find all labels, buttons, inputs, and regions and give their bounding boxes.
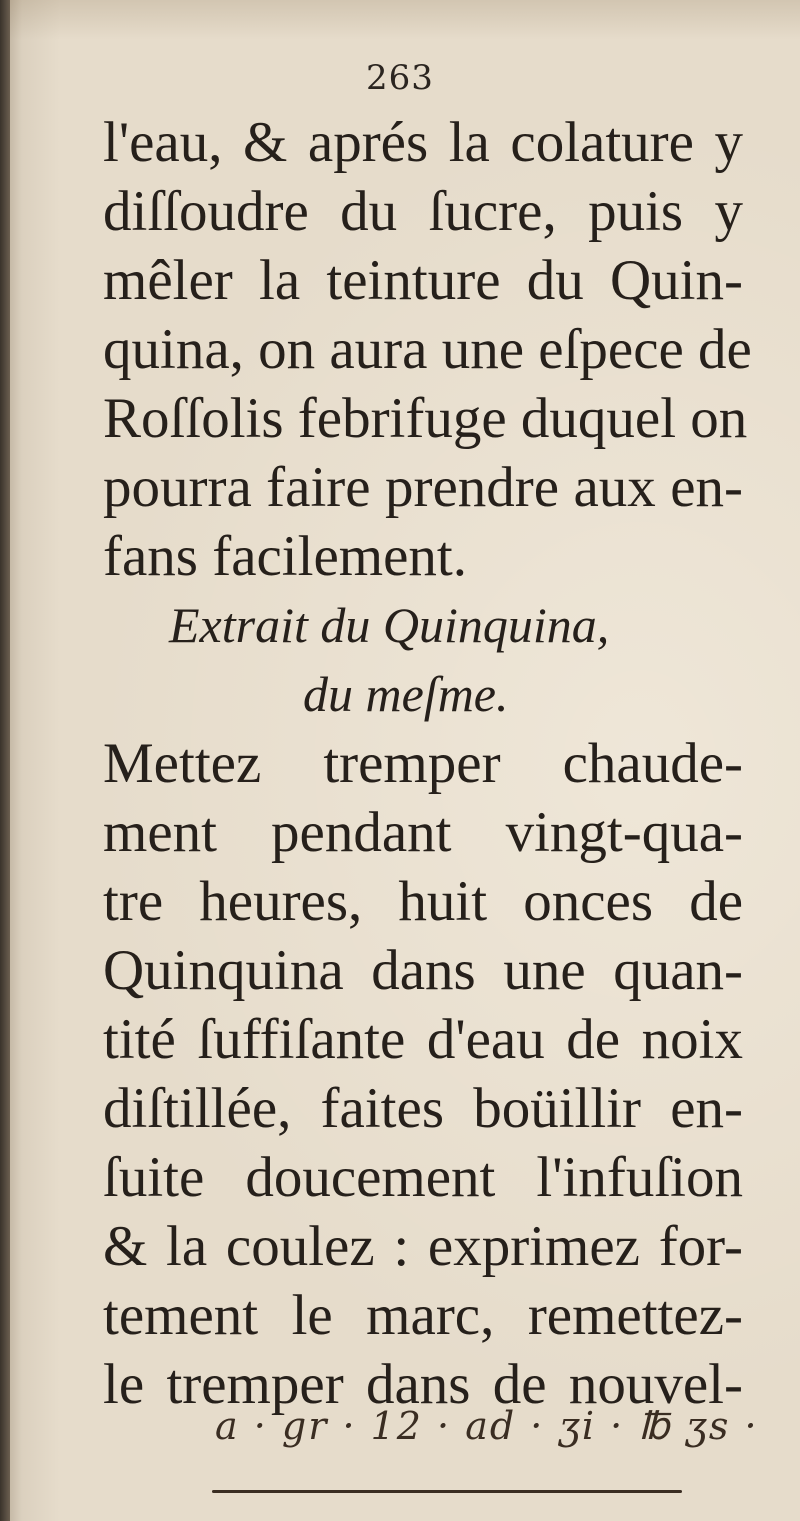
text-line: Roſſolis febrifuge duquel on bbox=[103, 387, 748, 450]
text-line: Mettez tremper chaude- bbox=[103, 732, 743, 795]
text-line: ſuite doucement l'infuſion bbox=[103, 1146, 743, 1209]
text-line: quina, on aura une eſpece de bbox=[103, 318, 752, 381]
section-heading: Extrait du Quinquina, bbox=[169, 597, 610, 653]
text-line: diſſoudre du ſucre, puis y bbox=[103, 180, 743, 243]
text-line: tité ſuffiſante d'eau de noix bbox=[103, 1008, 743, 1071]
binding-gutter bbox=[0, 0, 10, 1521]
text-line: tement le marc, remettez- bbox=[103, 1284, 743, 1347]
text-line: fans facilement. bbox=[103, 525, 467, 588]
annotation-underline bbox=[212, 1490, 682, 1493]
text-line: mêler la teinture du Quin- bbox=[103, 249, 743, 312]
text-block bbox=[103, 108, 752, 1419]
text-line: diſtillée, faites boüillir en- bbox=[103, 1077, 743, 1140]
text-line: l'eau, & aprés la colature y bbox=[103, 111, 743, 174]
text-line: ment pendant vingt-qua- bbox=[103, 801, 743, 864]
text-line: & la coulez : exprimez for- bbox=[103, 1215, 743, 1278]
section-heading-subtitle: du meſme. bbox=[303, 666, 509, 722]
text-line: tre heures, huit onces de bbox=[103, 870, 743, 933]
text-line: le tremper dans de nouvel- bbox=[103, 1353, 743, 1416]
handwritten-annotation: a · gr · 12 · ad · ʒi · ℔ ʒs · bbox=[215, 1404, 759, 1448]
text-line: Quinquina dans une quan- bbox=[103, 939, 743, 1002]
page-number: 263 bbox=[366, 58, 434, 98]
text-line: pourra faire prendre aux en- bbox=[103, 456, 743, 519]
